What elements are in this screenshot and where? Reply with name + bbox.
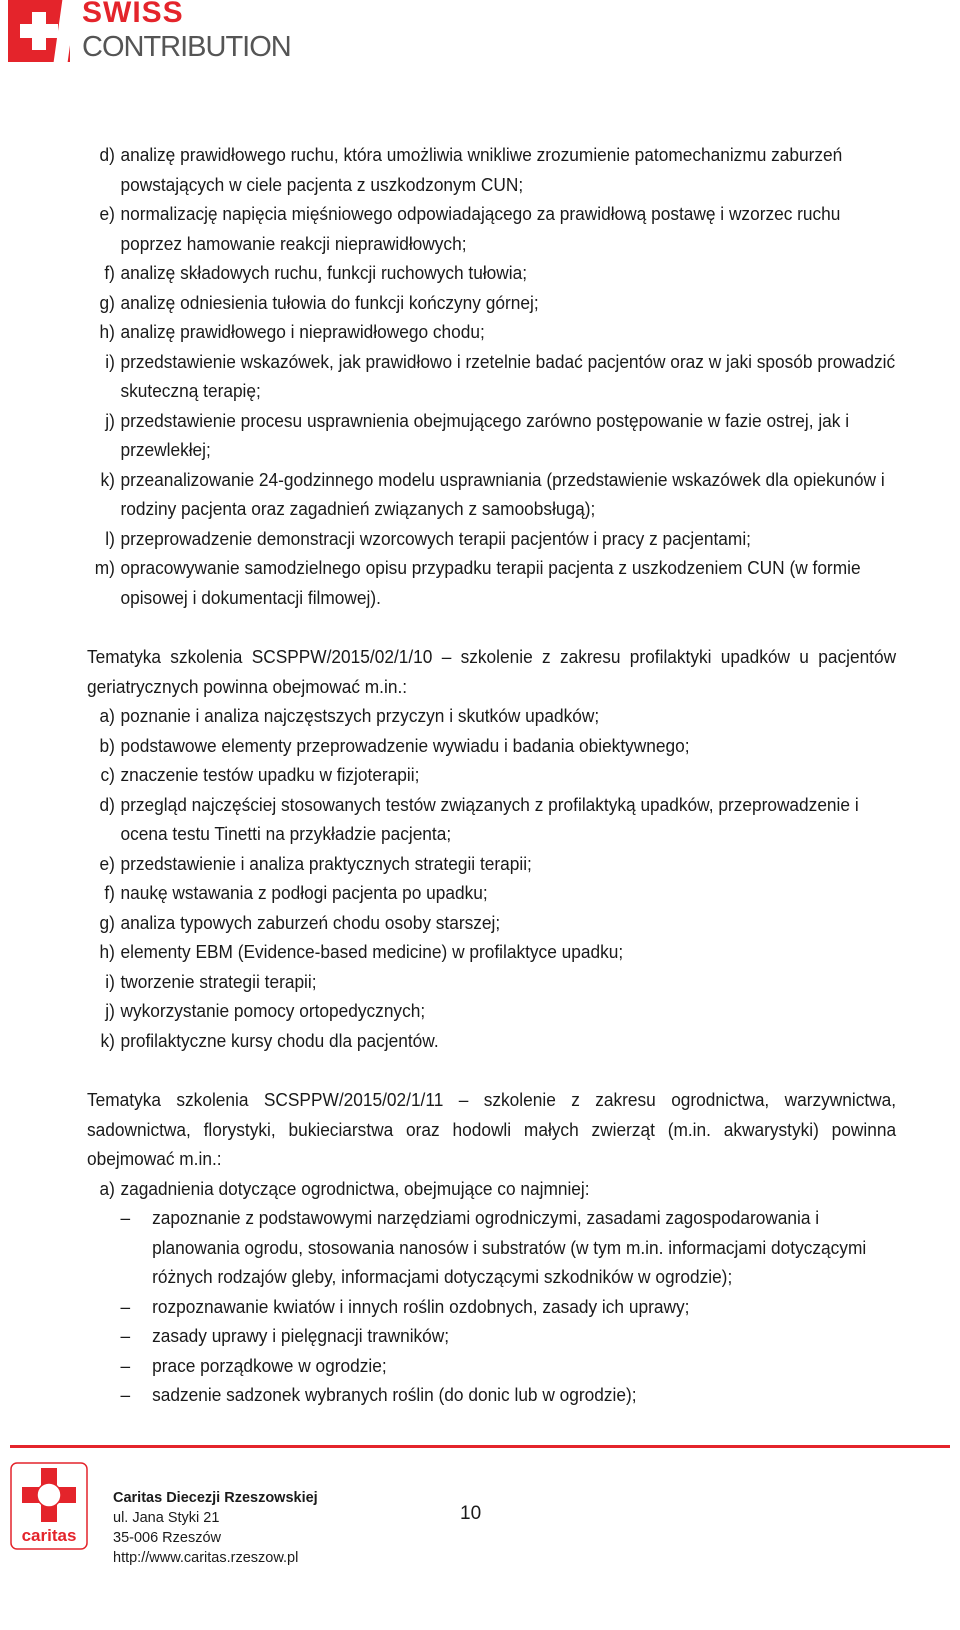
footer-street: ul. Jana Styki 21: [113, 1510, 220, 1526]
sub-list-item: – rozpoznawanie kwiatów i innych roślin ozdobnych, zasady ich uprawy;: [120, 1295, 690, 1317]
footer-org-name: Caritas Diecezji Rzeszowskiej: [113, 1490, 318, 1506]
footer-address: [113, 1488, 318, 1568]
list-item: l) przeprowadzenie demonstracji wzorcowych terapii pacjentów i pracy z pacjentami;: [105, 527, 751, 549]
footer-city: 35-006 Rzeszów: [113, 1530, 221, 1546]
list-item: a) poznanie i analiza najczęstszych przyczyn i skutków upadków;: [99, 705, 600, 726]
list-item: k) profilaktyczne kursy chodu dla pacjentów.: [100, 1029, 439, 1051]
list-item: m) opracowywanie samodzielnego opisu przypadku terapii pacjenta z uszkodzeniem CUN (w formie opisowej i dokumentacji filmowej).: [94, 557, 861, 608]
list-item: f) naukę wstawania z podłogi pacjenta po upadku;: [104, 882, 488, 903]
sub-list-item: – zapoznanie z podstawowymi narzędziami ogrodniczymi, zasadami zagospodarowania i planowania ogrodu, stosowania nanosów i substratów (w tym m.in. informacjami dotyczącymi różnych rodzajów gleby, informacjami dotyczącymi szkodników w ogrodzie);: [120, 1207, 867, 1287]
list-item: d) przegląd najczęściej stosowanych testów związanych z profilaktyką upadków, przeprowadzenie i ocena testu Tinetti na przykładzie pacjenta;: [99, 793, 859, 844]
list-item: e) przedstawienie i analiza praktycznych strategii terapii;: [99, 852, 532, 874]
logo-text-contribution: CONTRIBUTION: [82, 31, 291, 63]
document-body: [87, 140, 896, 1410]
list-item: h) elementy EBM (Evidence-based medicine) w profilaktyce upadku;: [99, 941, 624, 962]
swiss-contribution-logo: [8, 0, 338, 66]
list-item: i) tworzenie strategii terapii;: [105, 970, 317, 992]
list-item: g) analizę odniesienia tułowia do funkcji kończyny górnej;: [99, 291, 539, 313]
list-item: b) podstawowe elementy przeprowadzenie wywiadu i badania obiektywnego;: [99, 734, 690, 756]
list-item: a) zagadnienia dotyczące ogrodnictwa, obejmujące co najmniej:: [99, 1177, 590, 1199]
caritas-logo-text: caritas: [21, 1526, 77, 1545]
list-item: e) normalizację napięcia mięśniowego odpowiadającego za prawidłową postawę i wzorzec ruchu poprzez hamowanie reakcji nieprawidłowych;: [99, 203, 841, 254]
list-item: i) przedstawienie wskazówek, jak prawidłowo i rzetelnie badać pacjentów oraz w jaki sposób prowadzić skuteczną terapię;: [105, 350, 896, 401]
list-item: d) analizę prawidłowego ruchu, która umożliwia wnikliwe zrozumienie patomechanizmu zaburzeń powstających w ciele pacjenta z uszkodzonym CUN;: [99, 144, 843, 195]
page-number: 10: [460, 1503, 482, 1524]
section-intro-paragraph: Tematyka szkolenia SCSPPW/2015/02/1/10 – szkolenie z zakresu profilaktyki upadków u pacjentów geriatrycznych powinna obejmować m.in.:: [87, 646, 897, 697]
caritas-logo: [10, 1462, 88, 1550]
logo-text-swiss: SWISS: [82, 0, 184, 29]
list-item: f) analizę składowych ruchu, funkcji ruchowych tułowia;: [104, 262, 528, 283]
section-intro-paragraph: Tematyka szkolenia SCSPPW/2015/02/1/11 – szkolenie z zakresu ogrodnictwa, warzywnictwa, sadownictwa, florystyki, bukieciarstwa oraz hodowli małych zwierząt (m.in. akwarystyki) powinna obejmować m.in.:: [87, 1089, 897, 1169]
list-item: k) przeanalizowanie 24-godzinnego modelu usprawniania (przedstawienie wskazówek dla opiekunów i rodziny pacjenta oraz zagadnień związanych z samoobsługą);: [100, 468, 885, 519]
list-item: j) wykorzystanie pomocy ortopedycznych;: [105, 1000, 426, 1021]
sub-list-item: – sadzenie sadzonek wybranych roślin (do donic lub w ogrodzie);: [120, 1384, 637, 1405]
footer-url[interactable]: http://www.caritas.rzeszow.pl: [113, 1550, 299, 1566]
list-item: g) analiza typowych zaburzeń chodu osoby starszej;: [99, 911, 501, 933]
list-item: c) znaczenie testów upadku w fizjoterapii;: [100, 764, 420, 785]
list-item: h) analizę prawidłowego i nieprawidłowego chodu;: [99, 321, 485, 342]
sub-list-item: – zasady uprawy i pielęgnacji trawników;: [120, 1325, 450, 1346]
list-item: j) przedstawienie procesu usprawnienia obejmującego zarówno postępowanie w fazie ostrej, jak i przewlekłej;: [105, 409, 850, 460]
footer-divider: [10, 1445, 950, 1448]
sub-list-item: – prace porządkowe w ogrodzie;: [120, 1354, 387, 1376]
